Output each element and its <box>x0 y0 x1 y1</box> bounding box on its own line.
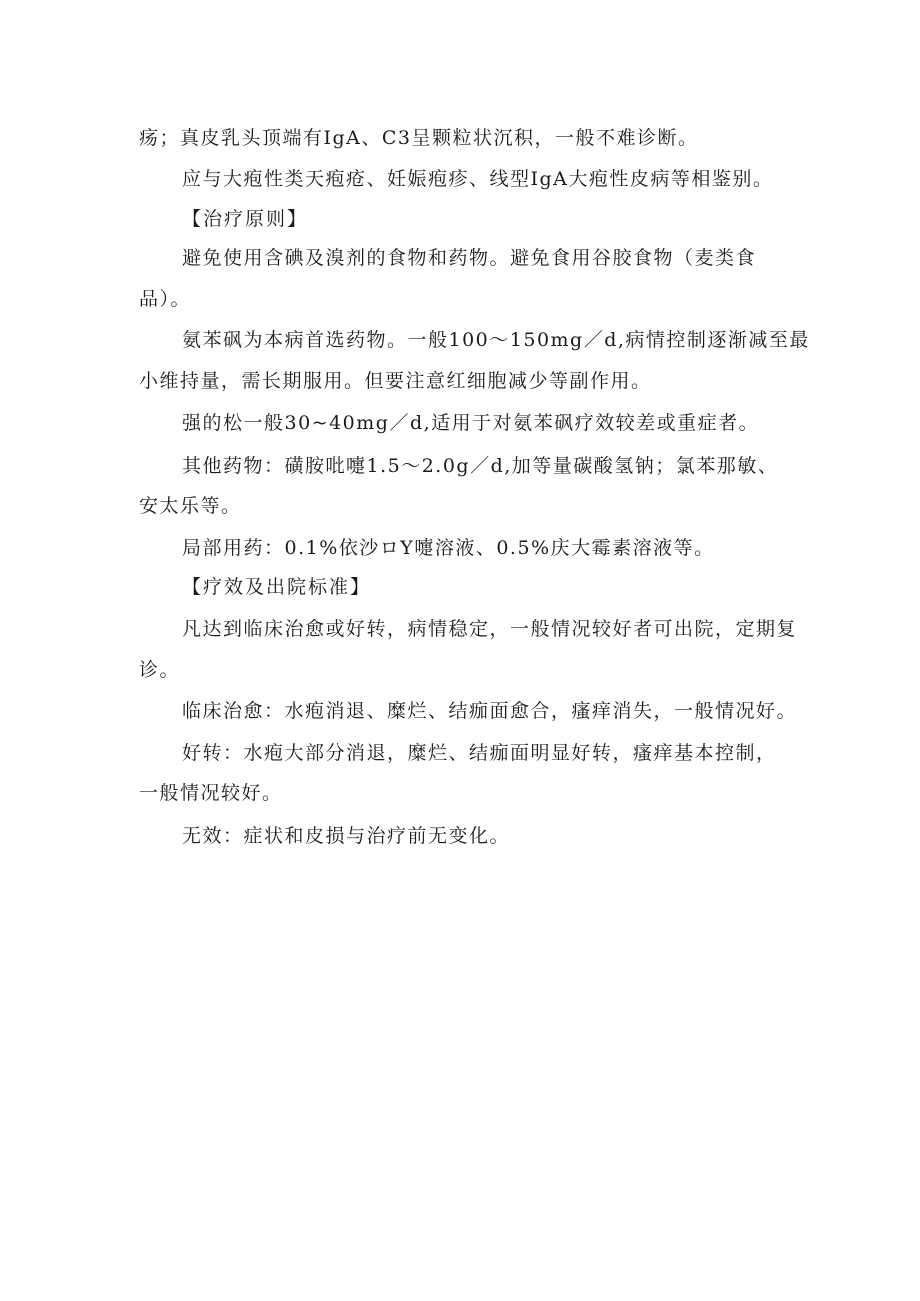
clinical-cure-line: 临床治愈：水疱消退、糜烂、结痂面愈合，瘙痒消失，一般情况好。 <box>182 700 798 722</box>
avoidance-line-1: 避免使用含碘及溴剂的食物和药物。避免食用谷胶食物（麦类食 <box>182 247 757 269</box>
topical-drugs-line: 局部用药：0.1%依沙ロY嚏溶液、0.5%庆大霉素溶液等。 <box>182 537 715 559</box>
avoidance-line-2: 品）。 <box>139 288 192 310</box>
efficacy-discharge-heading: 【疗效及出院标准】 <box>182 576 372 598</box>
ineffective-line: 无效：症状和皮损与治疗前无变化。 <box>182 825 511 847</box>
improvement-line-1: 好转：水疱大部分消退，糜烂、结痂面明显好转，瘙痒基本控制， <box>182 742 777 764</box>
treatment-principles-heading: 【治疗原则】 <box>182 208 309 230</box>
diagnosis-continuation-line: 疡；真皮乳头顶端有IgA、C3呈颗粒状沉积，一般不难诊断。 <box>139 127 699 149</box>
discharge-line-1: 凡达到临床治愈或好转，病情稳定，一般情况较好者可出院，定期复 <box>182 618 798 640</box>
discharge-line-2: 诊。 <box>139 659 181 681</box>
differential-diagnosis-line: 应与大疱性类天疱疮、妊娠疱疹、线型IgA大疱性皮病等相鉴别。 <box>182 168 774 190</box>
prednisone-line: 强的松一般30~40mg／d,适用于对氨苯砜疗效较差或重症者。 <box>182 412 760 434</box>
other-drugs-line-1: 其他药物：磺胺吡嚏1.5～2.0g／d,加等量碳酸氢钠；氯苯那敏、 <box>182 455 779 477</box>
dapsone-line-2: 小维持量，需长期服用。但要注意红细胞减少等副作用。 <box>139 370 652 392</box>
improvement-line-2: 一般情况较好。 <box>139 782 283 804</box>
dapsone-line-1: 氨苯砜为本病首选药物。一般100～150mg／d,病情控制逐渐减至最 <box>182 329 810 351</box>
other-drugs-line-2: 安太乐等。 <box>139 495 242 517</box>
